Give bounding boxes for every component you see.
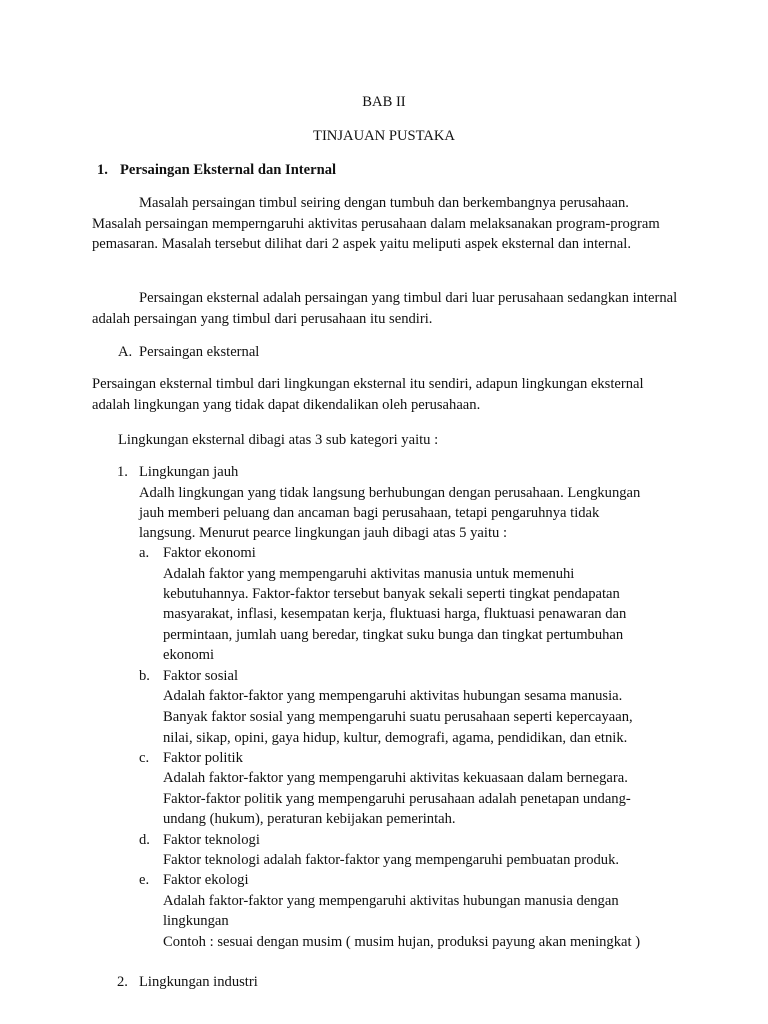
paragraph: Persaingan eksternal adalah persaingan yang timbul dari luar perusahaan sedangkan internal adalah persaingan yang timbul dari perusahaan itu sendiri. <box>92 290 678 327</box>
document-title: TINJAUAN PUSTAKA <box>313 128 455 144</box>
text-line: Adalh lingkungan yang tidak langsung berhubungan dengan perusahaan. Lengkungan <box>139 485 641 501</box>
subsection-title: Persaingan eksternal <box>139 344 260 360</box>
factor-marker: c. <box>139 750 150 766</box>
text-line: Adalah faktor-faktor yang mempengaruhi aktivitas hubungan sesama manusia. <box>163 688 623 704</box>
section-title: Persaingan Eksternal dan Internal <box>120 162 337 178</box>
list-item-title: Lingkungan industri <box>139 974 258 990</box>
text-line: masyarakat, inflasi, kesempatan kerja, fluktuasi harga, fluktuasi penawaran dan <box>163 606 627 622</box>
text-line: undang (hukum), peraturan kebijakan pemerintah. <box>163 811 456 827</box>
list-item-marker: 1. <box>117 464 128 480</box>
text-line: permintaan, jumlah uang beredar, tingkat suku bunga dan tingkat pertumbuhan <box>163 627 624 643</box>
factor-marker: a. <box>139 545 150 561</box>
text-line: ekonomi <box>163 647 215 663</box>
chapter-heading: BAB II <box>362 94 406 110</box>
factor-marker: b. <box>139 668 150 684</box>
text-line: lingkungan <box>163 913 229 929</box>
text-line: Adalah faktor yang mempengaruhi aktivitas manusia untuk memenuhi <box>163 566 575 582</box>
text-line: Adalah faktor-faktor yang mempengaruhi aktivitas kekuasaan dalam bernegara. <box>163 770 628 786</box>
subsection-marker: A. <box>118 344 133 360</box>
paragraph: Masalah persaingan timbul seiring dengan tumbuh dan berkembangnya perusahaan. Masalah persaingan memperngaruhi aktivitas perusahaan dalam melaksanakan program-program pemasaran. Masalah tersebut dilihat dari 2 aspek yaitu meliputi aspek eksternal dan internal. <box>92 195 660 252</box>
text-line: langsung. Menurut pearce lingkungan jauh dibagi atas 5 yaitu : <box>139 525 507 541</box>
factor-marker: d. <box>139 832 150 848</box>
text-line: Banyak faktor sosial yang mempengaruhi suatu perusahaan seperti kepercayaan, <box>163 709 633 725</box>
section-number: 1. <box>97 162 108 178</box>
text-line: nilai, sikap, opini, gaya hidup, kultur, demografi, agama, pendidikan, dan etnik. <box>163 730 628 746</box>
list-item-marker: 2. <box>117 974 128 990</box>
factor-title: Faktor ekologi <box>163 872 249 888</box>
paragraph: Persaingan eksternal timbul dari lingkungan eksternal itu sendiri, adapun lingkungan eksternal adalah lingkungan yang tidak dapat dikendalikan oleh perusahaan. <box>92 376 644 413</box>
text-line: Contoh : sesuai dengan musim ( musim hujan, produksi payung akan meningkat ) <box>163 934 641 950</box>
text-line: Faktor teknologi adalah faktor-faktor yang mempengaruhi pembuatan produk. <box>163 852 620 868</box>
text-line: Faktor-faktor politik yang mempengaruhi perusahaan adalah penetapan undang- <box>163 791 631 807</box>
factor-title: Faktor ekonomi <box>163 545 256 561</box>
paragraph: Lingkungan eksternal dibagi atas 3 sub kategori yaitu : <box>118 432 439 448</box>
text-line: kebutuhannya. Faktor-faktor tersebut banyak sekali seperti tingkat pendapatan <box>163 586 620 602</box>
factor-title: Faktor teknologi <box>163 832 260 848</box>
list-item-title: Lingkungan jauh <box>139 464 239 480</box>
factor-marker: e. <box>139 872 150 888</box>
factor-title: Faktor sosial <box>163 668 238 684</box>
text-line: jauh memberi peluang dan ancaman bagi perusahaan, tetapi pengaruhnya tidak <box>139 505 600 521</box>
factor-title: Faktor politik <box>163 750 243 766</box>
text-line: Adalah faktor-faktor yang mempengaruhi aktivitas hubungan manusia dengan <box>163 893 619 909</box>
